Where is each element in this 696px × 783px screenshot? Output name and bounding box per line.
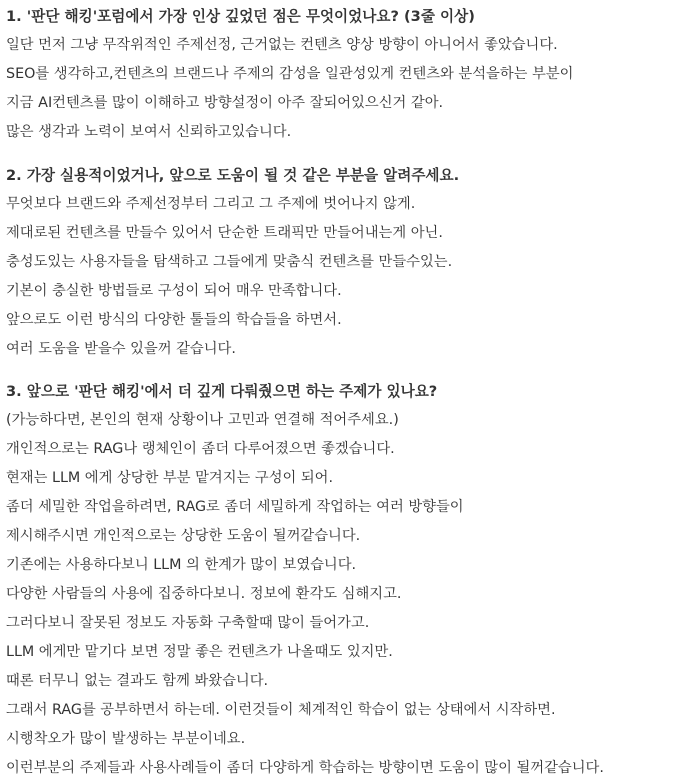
question-3-section [6, 377, 694, 783]
answer-line: 제시해주시면 개인적으로는 상당한 도움이 될꺼같습니다. [6, 528, 361, 544]
answer-line: 앞으로도 이런 방식의 다양한 툴들의 학습들을 하면서. [6, 312, 342, 328]
answer-line: 기존에는 사용하다보니 LLM 의 한계가 많이 보였습니다. [6, 557, 357, 573]
question-2-heading: 2. 가장 실용적이었거나, 앞으로 도움이 될 것 같은 부분을 알려주세요. [6, 167, 460, 184]
answer-line: (가능하다면, 본인의 현재 상황이나 고민과 연결해 적어주세요.) [6, 412, 399, 428]
answer-line: 일단 먼저 그냥 무작위적인 주제선정, 근거없는 컨텐츠 양상 방향이 아니어서 좋았습니다. [6, 37, 558, 53]
answer-line: 많은 생각과 노력이 보여서 신뢰하고있습니다. [6, 124, 292, 140]
answer-line: 무엇보다 브랜드와 주제선정부터 그리고 그 주제에 벗어나지 않게. [6, 196, 416, 212]
question-2-section [6, 161, 694, 364]
answer-line: 충성도있는 사용자들을 탐색하고 그들에게 맞춤식 컨텐츠를 만들수있는. [6, 254, 453, 270]
question-3-heading: 3. 앞으로 '판단 해킹'에서 더 깊게 다뤄줬으면 하는 주제가 있나요? [6, 383, 438, 400]
answer-line: 그러다보니 잘못된 정보도 자동화 구축할때 많이 들어가고. [6, 615, 370, 631]
answer-line: 때론 터무니 없는 결과도 함께 봐왔습니다. [6, 673, 269, 689]
answer-line: 좀더 세밀한 작업을하려면, RAG로 좀더 세밀하게 작업하는 여러 방향들이 [6, 499, 464, 515]
answer-line: 이런부분의 주제들과 사용사례들이 좀더 다양하게 학습하는 방향이면 도움이 많이 될꺼같습니다. [6, 760, 604, 776]
answer-line: 개인적으로는 RAG나 랭체인이 좀더 다루어졌으면 좋겠습니다. [6, 441, 395, 457]
question-1-heading: 1. '판단 해킹'포럼에서 가장 인상 깊었던 점은 무엇이었나요? (3줄 이상) [6, 8, 475, 25]
answer-line: 기본이 충실한 방법들로 구성이 되어 매우 만족합니다. [6, 283, 342, 299]
answer-line: 다양한 사람들의 사용에 집중하다보니. 정보에 환각도 심해지고. [6, 586, 402, 602]
question-1-section [6, 2, 694, 147]
answer-line: 그래서 RAG를 공부하면서 하는데. 이런것들이 체계적인 학습이 없는 상태에서 시작하면. [6, 702, 556, 718]
answer-line: 여러 도움을 받을수 있을꺼 같습니다. [6, 341, 236, 357]
answer-line: SEO를 생각하고,컨텐츠의 브랜드나 주제의 감성을 일관성있게 컨텐츠와 분석을하는 부분이 [6, 66, 574, 82]
answer-line: LLM 에게만 맡기다 보면 정말 좋은 컨텐츠가 나올때도 있지만. [6, 644, 393, 660]
answer-line: 제대로된 컨텐츠를 만들수 있어서 단순한 트래픽만 만들어내는게 아닌. [6, 225, 443, 241]
answer-line: 시행착오가 많이 발생하는 부분이네요. [6, 731, 246, 747]
answer-line: 현재는 LLM 에게 상당한 부분 맡겨지는 구성이 되어. [6, 470, 334, 486]
answer-line: 지금 AI컨텐츠를 많이 이해하고 방향설정이 아주 잘되어있으신거 같아. [6, 95, 444, 111]
